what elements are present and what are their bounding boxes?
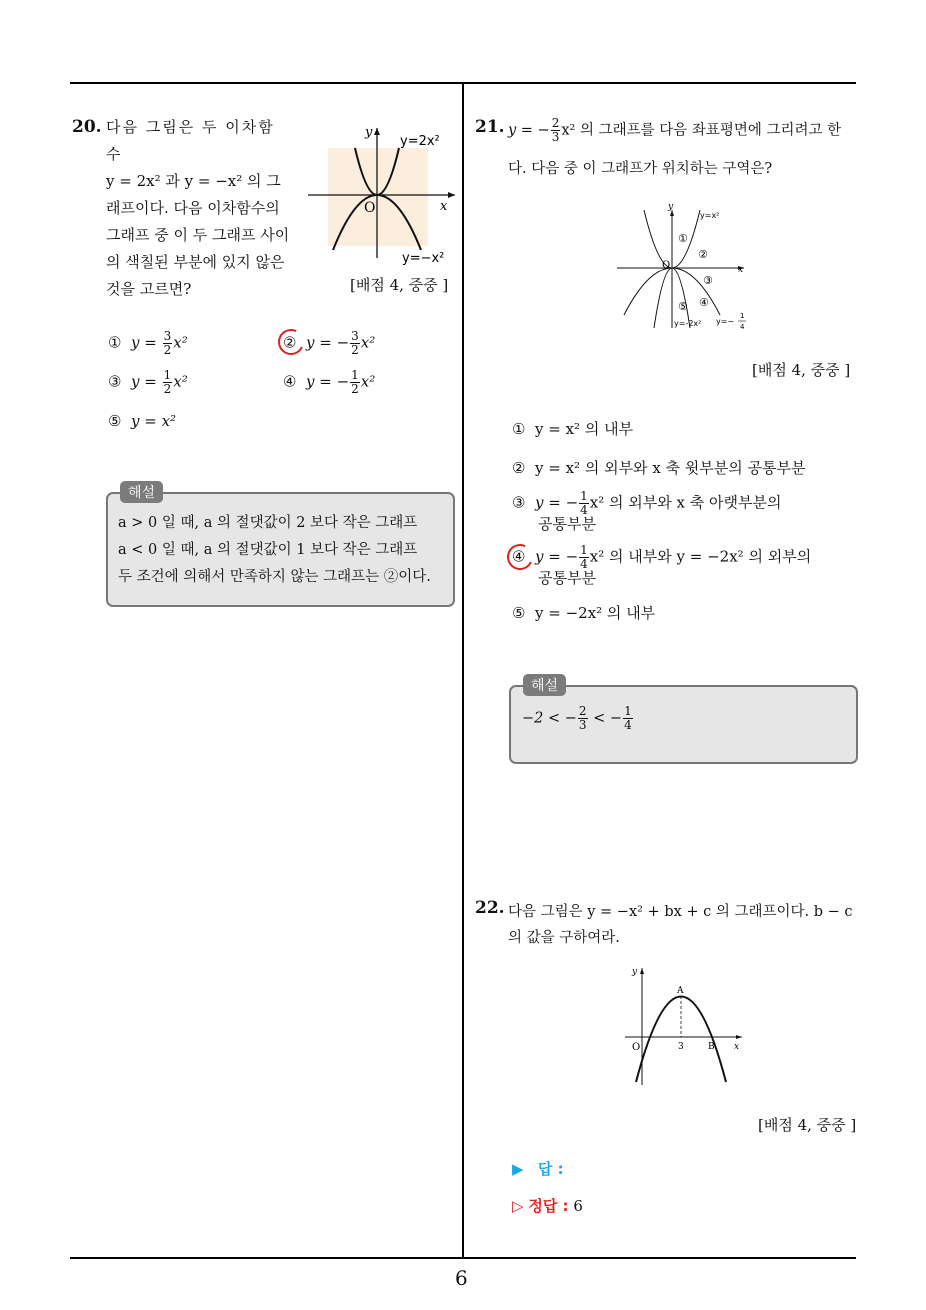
option-frac [350,330,360,357]
option-pre: y = − [535,493,579,512]
q21-label-bottom2-num: 1 [740,312,745,320]
frac-num: 1 [580,489,588,503]
option-line2: 공통부분 [538,515,596,533]
q20-option-3[interactable] [108,369,188,396]
q21-y-label: y [668,202,674,212]
frac-num: 2 [578,704,587,718]
frac-num: 1 [624,704,632,718]
q20-label-top: y=2x² [400,134,440,149]
option-pre: y = x² [131,412,177,430]
option-frac [350,369,360,396]
q21-solution-tag: 해설 [523,674,566,696]
option-post: x² [360,333,376,352]
option-text: y = −2x² 의 내부 [535,604,656,622]
q22-meta: [배점 4, 중중 ] [758,1116,857,1134]
q20-number: 20. [72,117,102,137]
q21-option-4[interactable] [512,544,811,588]
frac-num: 3 [351,329,359,343]
q21-frac [551,117,561,144]
option-mark: ⑤ [108,412,122,430]
frac-num: 1 [163,368,172,382]
frac-den: 4 [580,557,588,571]
frac-den: 4 [580,503,588,517]
option-mark: ② [283,333,297,352]
q21-label-bottom1: y=-2x² [674,319,702,328]
play-icon: ▶ [512,1160,524,1178]
option-mark: ③ [108,372,122,391]
option-text: y = x² 의 내부 [535,420,634,438]
q22-stem-line2: 의 값을 구하여라. [508,930,620,946]
q21-post: x² 의 그래프를 다음 좌표평면에 그리려고 한 [561,122,842,139]
bottom-rule [70,1257,856,1259]
option-mark: ④ [283,372,297,391]
q20-option-4[interactable] [283,369,375,396]
option-frac [163,369,173,396]
q22-number: 22. [475,898,505,918]
q20-line: y = 2x² 과 y = −x² 의 그 [106,172,281,190]
sol-frac-1 [578,705,588,732]
q21-option-3[interactable] [512,490,781,534]
frac-den: 4 [624,718,632,732]
sol-part-a: −2 < − [522,710,577,727]
center-divider [462,83,464,1258]
q21-stem-line1 [508,117,841,144]
option-line2: 공통부분 [538,569,596,587]
q21-x-label: x [738,265,744,275]
q22-y-label: y [632,967,638,977]
option-post: x² [173,333,188,352]
q22-tick-3: 3 [678,1042,684,1052]
q20-label-bottom: y=−x² [402,251,445,266]
q20-line [106,249,291,276]
q21-option-1[interactable] [512,418,633,439]
q21-region-5: ⑤ [678,300,688,313]
solution-line: a > 0 일 때, a 의 절댓값이 2 보다 작은 그래프 [118,515,418,531]
solution-line: 두 조건에 의해서 만족하지 않는 그래프는 ②이다. [118,569,431,585]
option-post: x² [173,372,188,391]
q21-option-5[interactable] [512,602,655,623]
q21-region-1: ① [678,232,688,245]
q21-number: 21. [475,117,505,137]
q21-region-3: ③ [703,274,713,287]
q21-pre: y = − [508,122,550,139]
correct-value: 6 [573,1197,583,1215]
option-mark: ③ [512,493,526,512]
q21-solution-text [522,705,634,733]
q20-meta: [배점 4, 중중 ] [350,276,449,294]
q20-line: 것을 고르면? [106,280,192,298]
q20-x-label: x [440,199,448,214]
frac-den: 3 [551,130,560,144]
frac-num: 3 [163,329,172,343]
option-mark: ④ [512,547,526,566]
q20-line: 다음 그림은 두 이차함수 [106,118,275,163]
option-pre: y = − [535,547,579,566]
option-post: x² 의 외부와 x 축 아랫부분의 [589,493,782,512]
q22-x-label: x [734,1042,740,1052]
q22-stem-line1: 다음 그림은 y = −x² + bx + c 의 그래프이다. b − c [508,904,853,920]
q22-answer-row[interactable] [512,1158,564,1179]
q21-option-2[interactable] [512,457,806,478]
option-mark: ② [512,459,526,477]
q20-solution-text [118,510,431,591]
option-post: x² [360,372,376,391]
option-post: x² 의 내부와 y = −2x² 의 외부의 [589,547,812,566]
option-mark: ⑤ [512,604,526,622]
q20-graph [300,120,460,270]
solution-line: a < 0 일 때, a 의 절댓값이 1 보다 작은 그래프 [118,542,418,558]
frac-den: 2 [351,343,359,357]
option-pre: y = [131,372,162,391]
correct-label: 정답 : [528,1197,569,1215]
option-frac [163,330,173,357]
q20-line: 그래프 중 이 두 그래프 사이 [106,226,290,244]
option-pre: y = [131,333,162,352]
frac-den: 2 [163,343,172,357]
q21-stem-line2: 다. 다음 중 이 그래프가 위치하는 구역은? [508,161,773,177]
q21-label-top: y=x² [700,211,720,220]
q22-vertex-label: A [677,986,684,996]
frac-num: 1 [580,543,588,557]
q22-parabola [636,997,726,1083]
q21-label-bottom2-den: 4 [740,323,745,331]
q21-origin: O [662,260,671,271]
q20-line: 래프이다. 다음 이차함수의 [106,199,280,217]
option-pre: y = − [306,372,350,391]
page-number: 6 [455,1266,468,1290]
frac-den: 2 [163,382,172,396]
option-pre: y = − [306,333,350,352]
q20-option-1[interactable] [108,330,188,357]
q20-line-5: 의 색칠된 부분에 있지 않은 [106,253,285,271]
q20-stem [106,114,291,303]
q20-y-label: y [365,125,373,140]
q21-meta: [배점 4, 중중 ] [752,361,851,379]
q20-option-5[interactable] [108,412,176,430]
q21-region-2: ② [698,248,708,261]
answer-label: 답 : [537,1160,564,1178]
option-mark: ① [512,420,526,438]
frac-den: 3 [578,718,587,732]
q21-label-bottom2: y=− [716,317,735,326]
q21-region-4: ④ [699,296,709,309]
outline-play-icon: ▷ [512,1197,524,1215]
sol-frac-2 [623,705,633,732]
q21-graph [612,200,762,335]
frac-den: 2 [351,382,359,396]
q22-graph [620,960,750,1090]
frac-num: 2 [551,116,560,130]
option-text: y = x² 의 외부와 x 축 윗부분의 공통부분 [535,459,806,477]
option-mark: ① [108,333,122,352]
q20-origin: O [364,200,376,216]
q22-point-b: B [708,1042,715,1052]
q22-origin: O [632,1042,641,1053]
q20-solution-tag: 해설 [120,481,163,503]
q22-correct-row [512,1195,583,1216]
sol-part-b: < − [588,710,623,727]
frac-num: 1 [351,368,359,382]
